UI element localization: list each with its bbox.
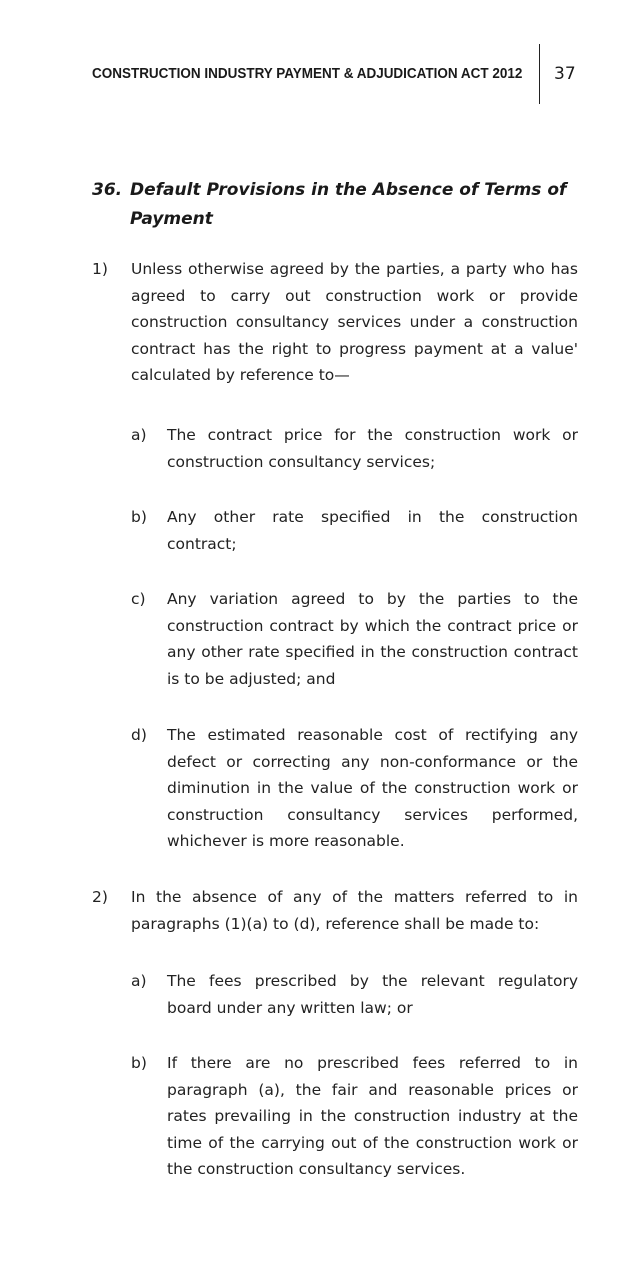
item-1b-marker: b) xyxy=(131,508,147,526)
item-1d-marker: d) xyxy=(131,726,147,744)
header-divider xyxy=(539,44,540,104)
item-2-marker: 2) xyxy=(92,888,108,906)
page-number: 37 xyxy=(554,64,576,84)
item-2a-text: The fees prescribed by the relevant regulatory board under any written law; or xyxy=(167,972,578,1017)
running-title: CONSTRUCTION INDUSTRY PAYMENT & ADJUDICATION ACT 2012 xyxy=(92,66,523,82)
item-1a-text: The contract price for the construction work or construction consultancy services; xyxy=(167,426,578,471)
item-1a-marker: a) xyxy=(131,426,147,444)
item-1-marker: 1) xyxy=(92,260,108,278)
page-header xyxy=(0,0,639,110)
item-1c-marker: c) xyxy=(131,590,146,608)
item-1-text: Unless otherwise agreed by the parties, a party who has agreed to carry out construction work or provide construction consultancy services under a construction contract has the right to progress payment at a value' calculated by reference to— xyxy=(131,260,578,384)
item-1b-text: Any other rate specified in the construction contract; xyxy=(167,508,578,553)
item-1c-text: Any variation agreed to by the parties to the construction contract by which the contract price or any other rate specified in the construction contract is to be adjusted; and xyxy=(167,590,578,688)
item-2b-marker: b) xyxy=(131,1054,147,1072)
item-2-text: In the absence of any of the matters referred to in paragraphs (1)(a) to (d), reference shall be made to: xyxy=(131,888,578,933)
item-2b-text: If there are no prescribed fees referred to in paragraph (a), the fair and reasonable prices or rates prevailing in the construction industry at the time of the carrying out of the construction work or the construction consultancy services. xyxy=(167,1054,578,1178)
section-number: 36. xyxy=(92,180,123,200)
item-1d-text: The estimated reasonable cost of rectifying any defect or correcting any non-conformance or the diminution in the value of the construction work or construction consultancy services performed, whichever is more reasonable. xyxy=(167,726,578,850)
section-title: Default Provisions in the Absence of Terms of Payment xyxy=(130,180,567,229)
item-2a-marker: a) xyxy=(131,972,147,990)
